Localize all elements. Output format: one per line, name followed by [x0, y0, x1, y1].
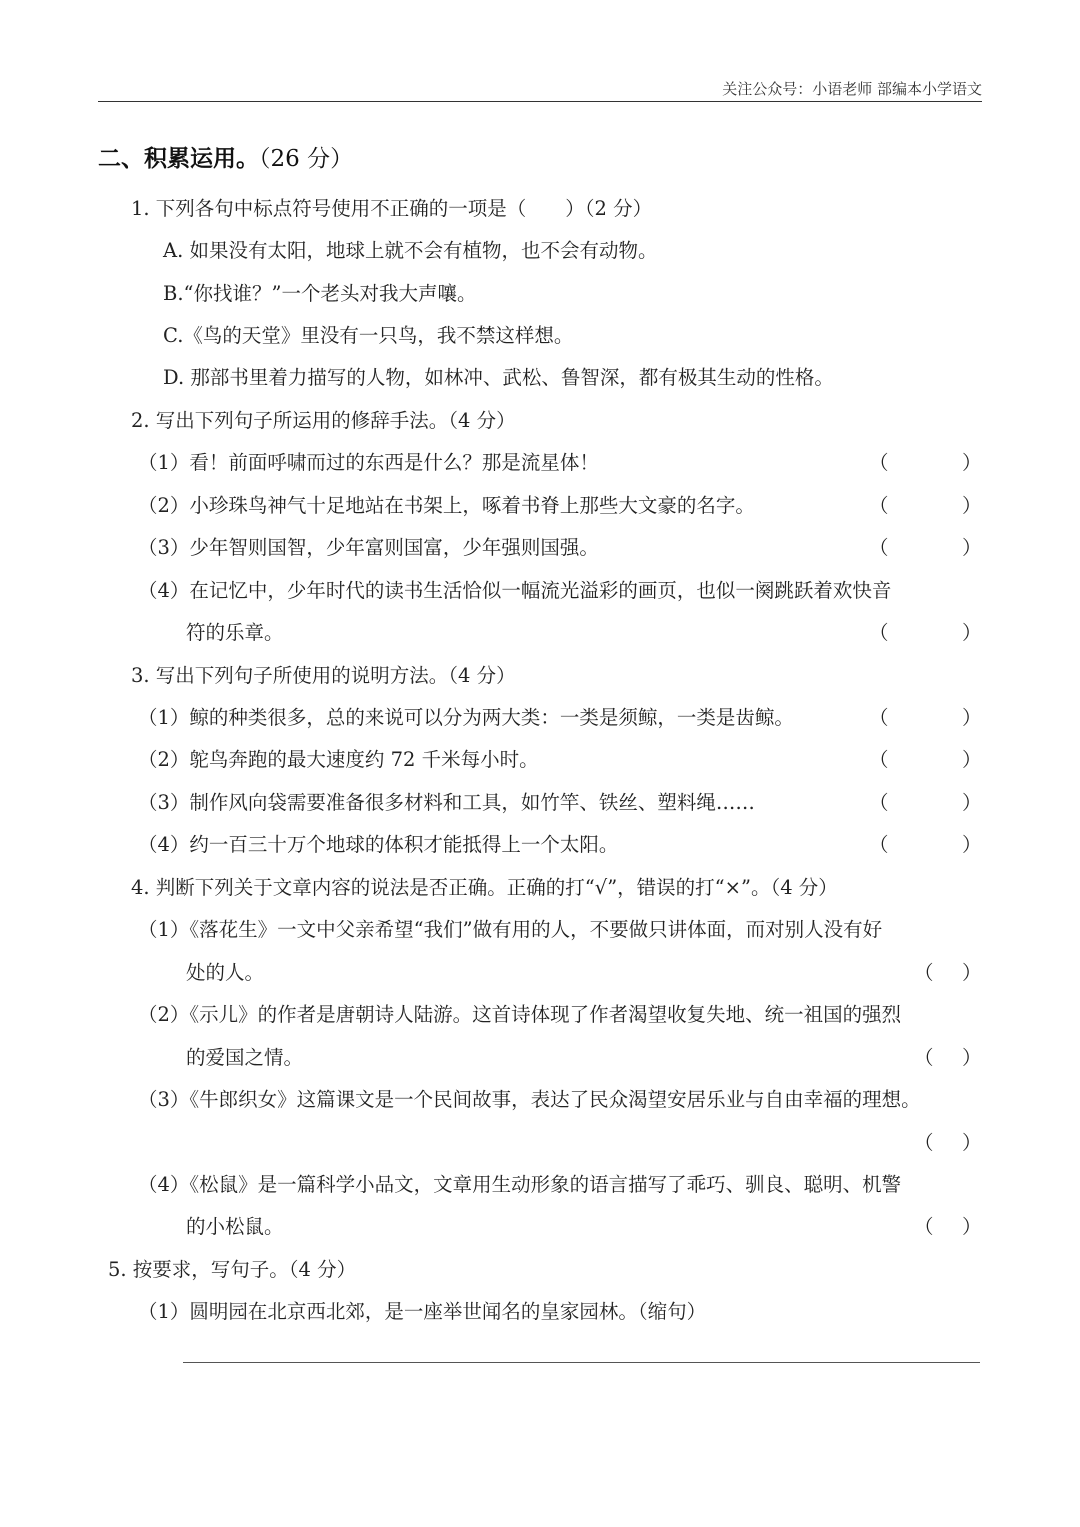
q1-option-b: B.“你找谁？”一个老头对我大声嚷。: [163, 282, 477, 305]
q4-answer-close-1: ）: [962, 961, 982, 984]
q5-stem: 5. 按要求，写句子。（4 分）: [108, 1258, 357, 1281]
section-points: （26 分）: [259, 146, 354, 172]
q2-answer-close-4: ）: [962, 621, 982, 644]
q3-answer-close-4: ）: [962, 833, 982, 856]
header-divider: [98, 101, 982, 102]
q2-item-4: （4）在记忆中，少年时代的读书生活恰似一幅流光溢彩的画页，也似一阕跳跃着欢快音: [138, 579, 892, 602]
q3-answer-close-3: ）: [962, 791, 982, 814]
q2-answer-open-4: （: [869, 621, 889, 644]
q3-answer-open-3: （: [869, 791, 889, 814]
q4-item-2-cont: 的爱国之情。: [186, 1046, 304, 1069]
q1-option-a: A. 如果没有太阳，地球上就不会有植物，也不会有动物。: [163, 239, 658, 262]
section-title-text: 二、积累运用。: [98, 145, 259, 172]
q2-stem: 2. 写出下列句子所运用的修辞手法。（4 分）: [131, 409, 516, 432]
q3-answer-open-1: （: [869, 706, 889, 729]
q3-item-2: （2）鸵鸟奔跑的最大速度约 72 千米每小时。: [138, 748, 539, 771]
q4-stem: 4. 判断下列关于文章内容的说法是否正确。正确的打“√”，错误的打“×”。（4 分）: [131, 876, 838, 899]
q4-answer-open-4: （: [914, 1215, 934, 1238]
q1-stem: 1. 下列各句中标点符号使用不正确的一项是（ ）（2 分）: [131, 197, 653, 220]
q2-item-4-cont: 符的乐章。: [186, 621, 284, 644]
q2-answer-close-2: ）: [962, 494, 982, 517]
q4-answer-close-4: ）: [962, 1215, 982, 1238]
q2-item-1: （1）看！前面呼啸而过的东西是什么？那是流星体！: [138, 451, 599, 474]
q2-item-2: （2）小珍珠鸟神气十足地站在书架上，啄着书脊上那些大文豪的名字。: [138, 494, 755, 517]
q5-item-1: （1）圆明园在北京西北郊，是一座举世闻名的皇家园林。（缩句）: [138, 1300, 707, 1323]
q1-option-c: C.《鸟的天堂》里没有一只鸟，我不禁这样想。: [163, 324, 574, 347]
q3-item-4: （4）约一百三十万个地球的体积才能抵得上一个太阳。: [138, 833, 619, 856]
q4-answer-open-1: （: [914, 961, 934, 984]
q4-answer-close-3: ）: [962, 1131, 982, 1154]
q3-answer-close-2: ）: [962, 748, 982, 771]
q4-item-1: （1）《落花生》一文中父亲希望“我们”做有用的人，不要做只讲体面，而对别人没有好: [138, 918, 883, 941]
q2-answer-open-1: （: [869, 451, 889, 474]
q3-answer-close-1: ）: [962, 706, 982, 729]
q2-answer-open-3: （: [869, 536, 889, 559]
q4-answer-close-2: ）: [962, 1046, 982, 1069]
q2-answer-open-2: （: [869, 494, 889, 517]
q3-item-1: （1）鲸的种类很多，总的来说可以分为两大类：一类是须鲸，一类是齿鲸。: [138, 706, 794, 729]
section-title: [98, 143, 353, 175]
q3-answer-open-4: （: [869, 833, 889, 856]
q4-item-3: （3）《牛郎织女》这篇课文是一个民间故事，表达了民众渴望安居乐业与自由幸福的理想。: [138, 1088, 921, 1111]
q2-item-3: （3）少年智则国智，少年富则国富，少年强则国强。: [138, 536, 599, 559]
q3-stem: 3. 写出下列句子所使用的说明方法。（4 分）: [131, 664, 516, 687]
page-header-text: 关注公众号：小语老师 部编本小学语文: [722, 80, 982, 98]
q4-item-4-cont: 的小松鼠。: [186, 1215, 284, 1238]
q2-answer-close-3: ）: [962, 536, 982, 559]
q4-item-4: （4）《松鼠》是一篇科学小品文，文章用生动形象的语言描写了乖巧、驯良、聪明、机警: [138, 1173, 902, 1196]
q3-answer-open-2: （: [869, 748, 889, 771]
q4-item-1-cont: 处的人。: [186, 961, 265, 984]
q3-item-3: （3）制作风向袋需要准备很多材料和工具，如竹竿、铁丝、塑料绳……: [138, 791, 755, 814]
q5-answer-line[interactable]: [183, 1362, 980, 1363]
q1-option-d: D. 那部书里着力描写的人物，如林冲、武松、鲁智深，都有极其生动的性格。: [163, 366, 834, 389]
q4-item-2: （2）《示儿》的作者是唐朝诗人陆游。这首诗体现了作者渴望收复失地、统一祖国的强烈: [138, 1003, 902, 1026]
q4-answer-open-2: （: [914, 1046, 934, 1069]
q4-answer-open-3: （: [914, 1131, 934, 1154]
q2-answer-close-1: ）: [962, 451, 982, 474]
